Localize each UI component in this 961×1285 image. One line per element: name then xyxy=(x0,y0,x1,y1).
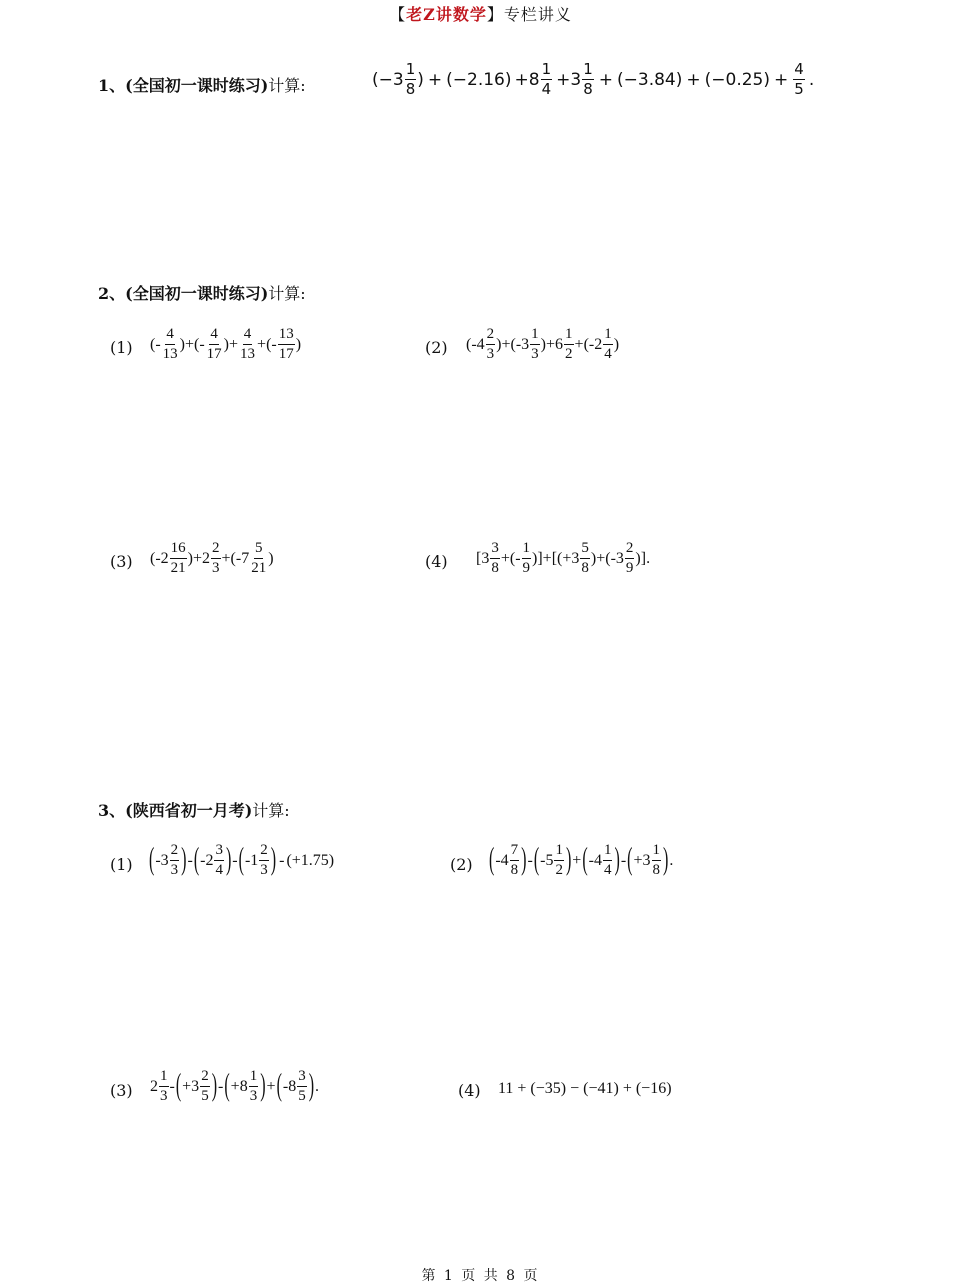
question-1-expression: ( −3 $\frac{1}{8}$ ) + ( −2.16 ) +8 $\frac{1}{4}$ +3 $\frac{1}{8}$ + ( −3.84 ) + ( −0.25 ) + $\frac{4}{5}$ . xyxy=(372,60,815,98)
page-header xyxy=(0,2,961,25)
q3-sub-1-label: (1) xyxy=(110,855,133,874)
header-suffix: 专栏讲义 xyxy=(503,5,572,24)
q3-sub-4-label: (4) xyxy=(458,1081,481,1100)
header-bracket-open: 【 xyxy=(389,5,407,24)
header-brand: 老Z讲数学 xyxy=(406,5,487,24)
q3-sub-3-expression: 2 $\frac{1}{3}$ - ( +3 $\frac{2}{5}$ ) - ( +8 $\frac{1}{3}$ ) + ( -8 $\frac{3}{5}$ ) . xyxy=(150,1068,320,1104)
question-3-label: 3、(陕西省初一月考)计算: xyxy=(98,801,290,820)
q3-sub-2-label: (2) xyxy=(450,855,473,874)
q2-sub-2-expression: ( -4 $\frac{2}{3}$ ) + ( -3 $\frac{1}{3}$ ) +6 $\frac{1}{2}$ + ( -2 $\frac{1}{4}$ ) xyxy=(466,326,620,362)
q2-sub-4-expression: [3 $\frac{3}{8}$ + ( - $\frac{1}{9}$ ) ] + [(+3 $\frac{5}{8}$ ) + ( -3 $\frac{2}{9}$ ) ] . xyxy=(476,540,651,576)
q3-sub-4-expression: 11 + (−35) − (−41) + (−16) xyxy=(498,1080,672,1097)
q2-sub-1-label: (1) xyxy=(110,338,133,357)
question-1-label: 1、(全国初一课时练习)计算: xyxy=(98,76,306,95)
q3-sub-2-expression: ( -4 $\frac{7}{8}$ ) - ( -5 $\frac{1}{2}$ ) + ( -4 $\frac{1}{4}$ ) - ( +3 $\frac{1}{8}$ ) . xyxy=(489,842,674,878)
q2-sub-3-expression: ( -2 $\frac{16}{21}$ ) +2 $\frac{2}{3}$ + ( -7 $\frac{5}{21}$ ) xyxy=(150,540,274,576)
q2-sub-3-label: (3) xyxy=(110,552,133,571)
question-2-label: 2、(全国初一课时练习)计算: xyxy=(98,284,306,303)
page-footer: 第 1 页 共 8 页 xyxy=(421,1268,540,1284)
header-bracket-close: 】 xyxy=(486,5,504,24)
q3-sub-1-expression: ( -3 $\frac{2}{3}$ ) - ( -2 $\frac{3}{4}$ ) - ( -1 $\frac{2}{3}$ ) - (+1.75) xyxy=(149,842,335,878)
q2-sub-4-label: (4) xyxy=(425,552,448,571)
q2-sub-2-label: (2) xyxy=(425,338,448,357)
q2-sub-1-expression: ( - $\frac{4}{13}$ ) + ( - $\frac{4}{17}$ ) + $\frac{4}{13}$ + ( - $\frac{13}{17}$ ) xyxy=(150,326,302,362)
q3-sub-3-label: (3) xyxy=(110,1081,133,1100)
